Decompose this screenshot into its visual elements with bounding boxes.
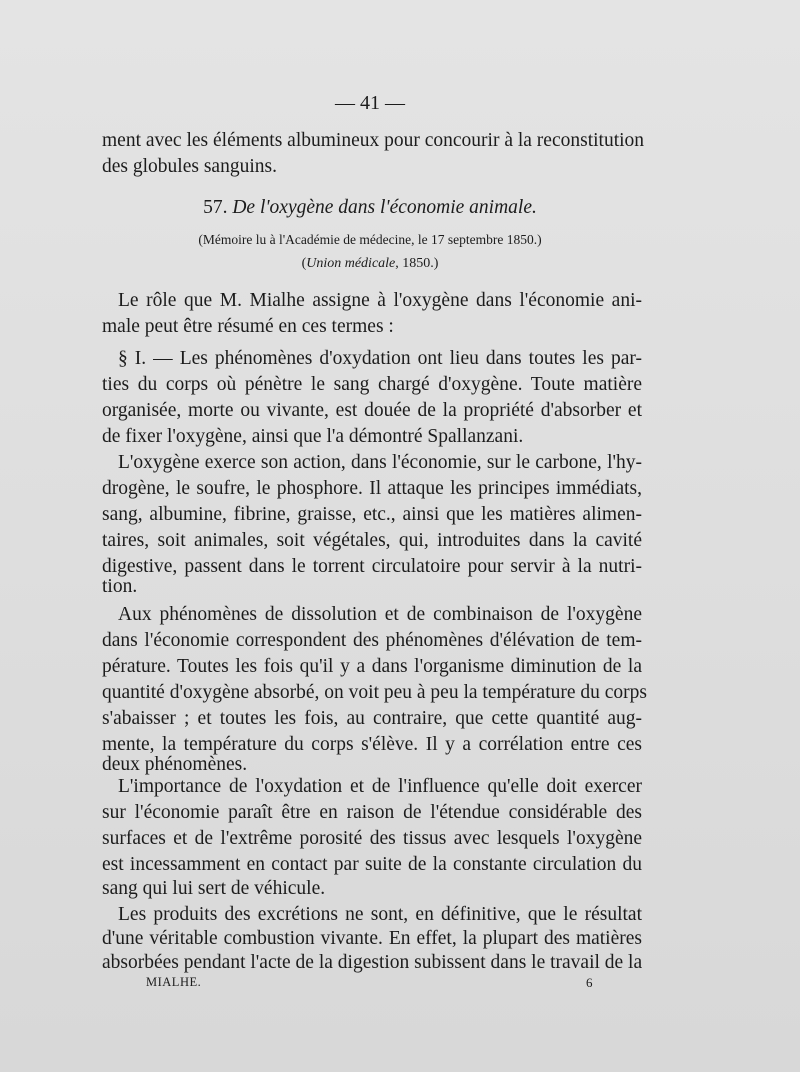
text-line: Aux phénomènes de dissolution et de combinaison de l'oxygène — [118, 604, 642, 625]
text-line: digestive, passent dans le torrent circulatoire pour servir à la nutri- — [102, 556, 642, 577]
text-line: ties du corps où pénètre le sang chargé d'oxygène. Toute matière — [102, 374, 642, 395]
text-line: de fixer l'oxygène, ainsi que l'a démontré Spallanzani. — [102, 426, 524, 447]
text-line: sur l'économie paraît être en raison de l'étendue considérable des — [102, 802, 642, 823]
text-line: s'abaisser ; et toutes les fois, au contraire, que cette quantité aug- — [102, 708, 642, 729]
sheet-number: 6 — [586, 975, 593, 990]
text-line: sang, albumine, fibrine, graisse, etc., ainsi que les matières alimen- — [102, 504, 642, 525]
text-line: organisée, morte ou vivante, est douée de la propriété d'absorber et — [102, 400, 642, 421]
text-line: des globules sanguins. — [102, 156, 277, 177]
source-journal: Union médicale — [306, 256, 396, 271]
section-title: De l'oxygène dans l'économie animale. — [232, 197, 537, 218]
text-line: § I. — Les phénomènes d'oxydation ont lieu dans toutes les par- — [118, 348, 642, 369]
section-heading — [0, 197, 740, 219]
text-line: est incessamment en contact par suite de la constante circulation du — [102, 854, 642, 875]
text-line: taires, soit animales, soit végétales, qui, introduites dans la cavité — [102, 530, 642, 551]
section-number: 57. — [203, 197, 228, 218]
source-year: , 1850.) — [395, 256, 439, 271]
text-line: ment avec les éléments albumineux pour concourir à la reconstitution — [102, 130, 645, 151]
page-number: — 41 — — [335, 92, 405, 114]
text-line: Le rôle que M. Mialhe assigne à l'oxygène dans l'économie ani- — [118, 290, 642, 311]
text-line: male peut être résumé en ces termes : — [102, 316, 394, 337]
text-line: mente, la température du corps s'élève. Il y a corrélation entre ces — [102, 734, 642, 755]
text-line: L'oxygène exerce son action, dans l'économie, sur le carbone, l'hy- — [118, 452, 642, 473]
text-line: tion. — [102, 576, 138, 597]
text-line: d'une véritable combustion vivante. En effet, la plupart des matières — [102, 928, 642, 949]
signature-mark: MIALHE. — [146, 975, 202, 989]
text-line: surfaces et de l'extrême porosité des tissus avec lesquels l'oxygène — [102, 828, 642, 849]
source-citation: (Mémoire lu à l'Académie de médecine, le 17 septembre 1850.) — [198, 232, 542, 247]
text-line: absorbées pendant l'acte de la digestion subissent dans le travail de la — [102, 952, 643, 973]
text-line: drogène, le soufre, le phosphore. Il attaque les principes immédiats, — [102, 478, 642, 499]
text-line: deux phénomènes. — [102, 754, 248, 775]
source-journal-line: (Union médicale, 1850.) — [301, 256, 439, 271]
text-line: quantité d'oxygène absorbé, on voit peu à peu la température du corps — [102, 682, 648, 703]
text-line: L'importance de l'oxydation et de l'influence qu'elle doit exercer — [118, 776, 642, 797]
text-line: Les produits des excrétions ne sont, en définitive, que le résultat — [118, 904, 642, 925]
text-line: pérature. Toutes les fois qu'il y a dans l'organisme diminution de la — [102, 656, 642, 677]
text-line: dans l'économie correspondent des phénomènes d'élévation de tem- — [102, 630, 642, 651]
text-line: sang qui lui sert de véhicule. — [102, 878, 326, 899]
